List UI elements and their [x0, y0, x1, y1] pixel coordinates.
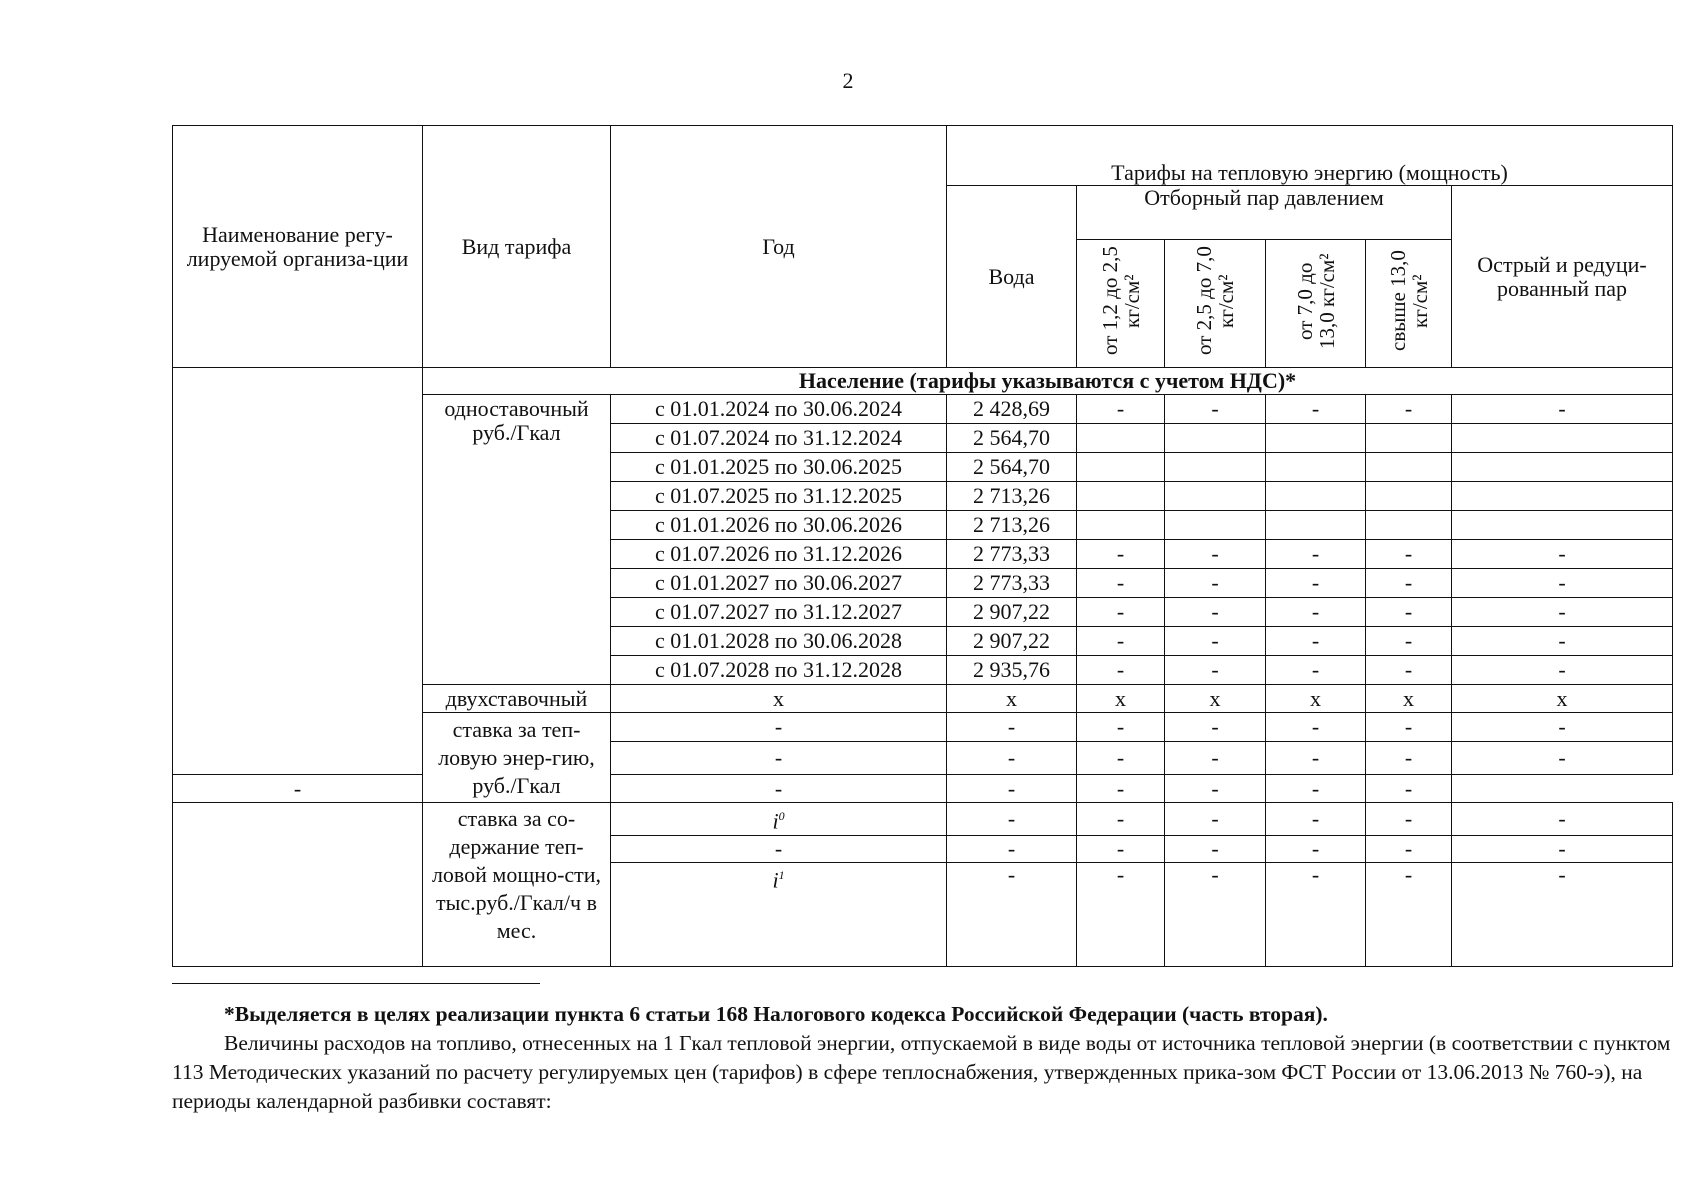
steam-cell: -: [1077, 569, 1165, 598]
header-row-1: [173, 126, 1673, 186]
sharp-cell: -: [1452, 656, 1673, 685]
period-cell: с 01.01.2028 по 30.06.2028: [611, 627, 947, 656]
water-cell: 2 564,70: [947, 453, 1077, 482]
header-org: Наименование регу-лируемой организа-ции: [173, 126, 423, 368]
header-steam-4: свыше 13,0 кг/см²: [1366, 240, 1452, 368]
energy-cell: -: [611, 742, 947, 775]
header-steam-2: от 2,5 до 7,0 кг/см²: [1165, 240, 1266, 368]
capacity-cell: -: [1077, 863, 1165, 967]
energy-cell: -: [1266, 742, 1366, 775]
steam-cell: -: [1165, 540, 1266, 569]
header-tariffs-group: Тарифы на тепловую энергию (мощность): [947, 126, 1673, 186]
energy-cell: -: [1366, 775, 1452, 803]
capacity-cell: -: [1366, 863, 1452, 967]
capacity-rate-row: [173, 803, 1673, 836]
steam-cell: [1366, 482, 1452, 511]
energy-rate-row: [173, 775, 1673, 803]
period-cell: с 01.01.2026 по 30.06.2026: [611, 511, 947, 540]
energy-cell: -: [1366, 742, 1452, 775]
energy-cell: -: [1452, 713, 1673, 742]
water-cell: 2 907,22: [947, 627, 1077, 656]
capacity-cell: -: [1266, 836, 1366, 863]
energy-cell: -: [1077, 742, 1165, 775]
steam-cell: [1366, 511, 1452, 540]
water-cell: 2 773,33: [947, 569, 1077, 598]
steam-cell: -: [1077, 656, 1165, 685]
steam-cell: -: [1366, 569, 1452, 598]
water-cell: 2 428,69: [947, 395, 1077, 424]
energy-cell: -: [1366, 713, 1452, 742]
footnote-block: [172, 1000, 1672, 1116]
steam-cell: -: [1266, 395, 1366, 424]
capacity-index-cell: $i^1$: [611, 863, 947, 967]
section-row: [173, 368, 1673, 395]
header-steam-1: от 1,2 до 2,5 кг/см²: [1077, 240, 1165, 368]
energy-cell: -: [947, 742, 1077, 775]
steam-cell: [1165, 511, 1266, 540]
capacity-cell: -: [1165, 803, 1266, 836]
capacity-cell: -: [1165, 836, 1266, 863]
steam-cell: -: [1366, 627, 1452, 656]
tariff-table: [172, 125, 1673, 967]
sharp-cell: -: [1452, 569, 1673, 598]
steam-cell: -: [1266, 598, 1366, 627]
two-rate-cell: x: [1452, 685, 1673, 713]
steam-cell: -: [1366, 540, 1452, 569]
steam-cell: -: [1266, 540, 1366, 569]
period-cell: с 01.07.2024 по 31.12.2024: [611, 424, 947, 453]
sharp-cell: -: [1452, 540, 1673, 569]
header-water: Вода: [947, 186, 1077, 368]
footnote-star: *Выделяется в целях реализации пункта 6 статьи 168 Налогового кодекса Российской Федерации (часть вторая).: [224, 1002, 1328, 1026]
page-number: 2: [842, 68, 854, 93]
energy-cell: -: [173, 775, 423, 803]
two-rate-cell: x: [947, 685, 1077, 713]
header-tariff-type: Вид тарифа: [423, 126, 611, 368]
steam-cell: [1165, 424, 1266, 453]
steam-cell: [1165, 453, 1266, 482]
two-rate-cell: x: [1077, 685, 1165, 713]
sharp-cell: -: [1452, 627, 1673, 656]
period-cell: с 01.07.2028 по 31.12.2028: [611, 656, 947, 685]
footnote-separator: [172, 983, 540, 984]
capacity-cell: -: [1366, 836, 1452, 863]
steam-cell: [1366, 453, 1452, 482]
capacity-index-cell: -: [611, 836, 947, 863]
steam-cell: -: [1366, 598, 1452, 627]
sharp-cell: -: [1452, 598, 1673, 627]
capacity-cell: -: [1266, 863, 1366, 967]
two-rate-cell: x: [1266, 685, 1366, 713]
period-cell: с 01.01.2027 по 30.06.2027: [611, 569, 947, 598]
capacity-cell: -: [947, 803, 1077, 836]
period-cell: с 01.07.2025 по 31.12.2025: [611, 482, 947, 511]
sharp-cell: [1452, 511, 1673, 540]
capacity-cell: -: [947, 863, 1077, 967]
water-cell: 2 713,26: [947, 482, 1077, 511]
steam-cell: -: [1165, 656, 1266, 685]
period-cell: с 01.01.2024 по 30.06.2024: [611, 395, 947, 424]
steam-cell: -: [1165, 627, 1266, 656]
water-cell: 2 564,70: [947, 424, 1077, 453]
water-cell: 2 773,33: [947, 540, 1077, 569]
steam-cell: -: [1077, 540, 1165, 569]
header-steam-3: от 7,0 до 13,0 кг/см²: [1266, 240, 1366, 368]
energy-cell: -: [1077, 713, 1165, 742]
steam-cell: [1077, 453, 1165, 482]
steam-cell: [1165, 482, 1266, 511]
steam-cell: -: [1266, 627, 1366, 656]
energy-cell: -: [1266, 775, 1366, 803]
header-steam-group: Отборный пар давлением: [1077, 186, 1452, 240]
single-rate-label: одноставочный руб./Гкал: [423, 395, 611, 685]
steam-cell: [1077, 511, 1165, 540]
steam-cell: -: [1366, 656, 1452, 685]
energy-rate-label: ставка за теп-ловую энер-гию, руб./Гкал: [423, 713, 611, 803]
capacity-cell: -: [947, 836, 1077, 863]
org-cell: [173, 368, 423, 775]
energy-cell: -: [1077, 775, 1165, 803]
water-cell: 2 713,26: [947, 511, 1077, 540]
sharp-cell: [1452, 424, 1673, 453]
capacity-cell: -: [1077, 803, 1165, 836]
energy-cell: -: [1165, 775, 1266, 803]
capacity-cell: -: [1366, 803, 1452, 836]
energy-cell: -: [611, 775, 947, 803]
capacity-cell: -: [1266, 803, 1366, 836]
capacity-cell: -: [1077, 836, 1165, 863]
capacity-rate-label: ставка за со-держание теп-ловой мощно-сти, тыс.руб./Гкал/ч в мес.: [423, 803, 611, 967]
water-cell: 2 907,22: [947, 598, 1077, 627]
energy-cell: -: [947, 775, 1077, 803]
capacity-cell: -: [1452, 836, 1673, 863]
period-cell: с 01.07.2027 по 31.12.2027: [611, 598, 947, 627]
header-sharp-steam: Острый и редуци-рованный пар: [1452, 186, 1673, 368]
steam-cell: -: [1165, 598, 1266, 627]
two-rate-label: двухставочный: [423, 685, 611, 713]
capacity-index-cell: $i^0$: [611, 803, 947, 836]
steam-cell: [1266, 424, 1366, 453]
steam-cell: -: [1266, 569, 1366, 598]
water-cell: 2 935,76: [947, 656, 1077, 685]
steam-cell: -: [1165, 395, 1266, 424]
energy-cell: -: [1165, 742, 1266, 775]
sharp-cell: [1452, 482, 1673, 511]
energy-cell: -: [611, 713, 947, 742]
footnote-text: Величины расходов на топливо, отнесенных на 1 Гкал тепловой энергии, отпускаемой в виде воды от источника тепловой энергии (в соответствии с пунктом 113 Методических указаний по расчету регулируемых цен (тарифов) в сфере теплоснабжения, утвержденных прика-зом ФСТ России от 13.06.2013 № 760-э), на периоды календарной разбивки составят:: [172, 1031, 1671, 1113]
steam-cell: -: [1266, 656, 1366, 685]
capacity-cell: -: [1452, 863, 1673, 967]
steam-cell: -: [1077, 598, 1165, 627]
steam-cell: [1266, 453, 1366, 482]
steam-cell: -: [1366, 395, 1452, 424]
energy-cell: -: [947, 713, 1077, 742]
steam-cell: [1266, 482, 1366, 511]
sharp-cell: -: [1452, 395, 1673, 424]
steam-cell: [1077, 424, 1165, 453]
two-rate-cell: x: [611, 685, 947, 713]
steam-cell: -: [1077, 627, 1165, 656]
header-year: Год: [611, 126, 947, 368]
two-rate-cell: x: [1366, 685, 1452, 713]
energy-cell: -: [1452, 742, 1673, 775]
period-cell: с 01.01.2025 по 30.06.2025: [611, 453, 947, 482]
org-cell-lower: [173, 803, 423, 967]
steam-cell: -: [1077, 395, 1165, 424]
capacity-cell: -: [1165, 863, 1266, 967]
two-rate-cell: x: [1165, 685, 1266, 713]
energy-cell: -: [1165, 713, 1266, 742]
section-title: Население (тарифы указываются с учетом НДС)*: [423, 368, 1673, 395]
period-cell: с 01.07.2026 по 31.12.2026: [611, 540, 947, 569]
steam-cell: -: [1165, 569, 1266, 598]
energy-cell: -: [1266, 713, 1366, 742]
sharp-cell: [1452, 453, 1673, 482]
capacity-cell: -: [1452, 803, 1673, 836]
steam-cell: [1366, 424, 1452, 453]
steam-cell: [1266, 511, 1366, 540]
steam-cell: [1077, 482, 1165, 511]
